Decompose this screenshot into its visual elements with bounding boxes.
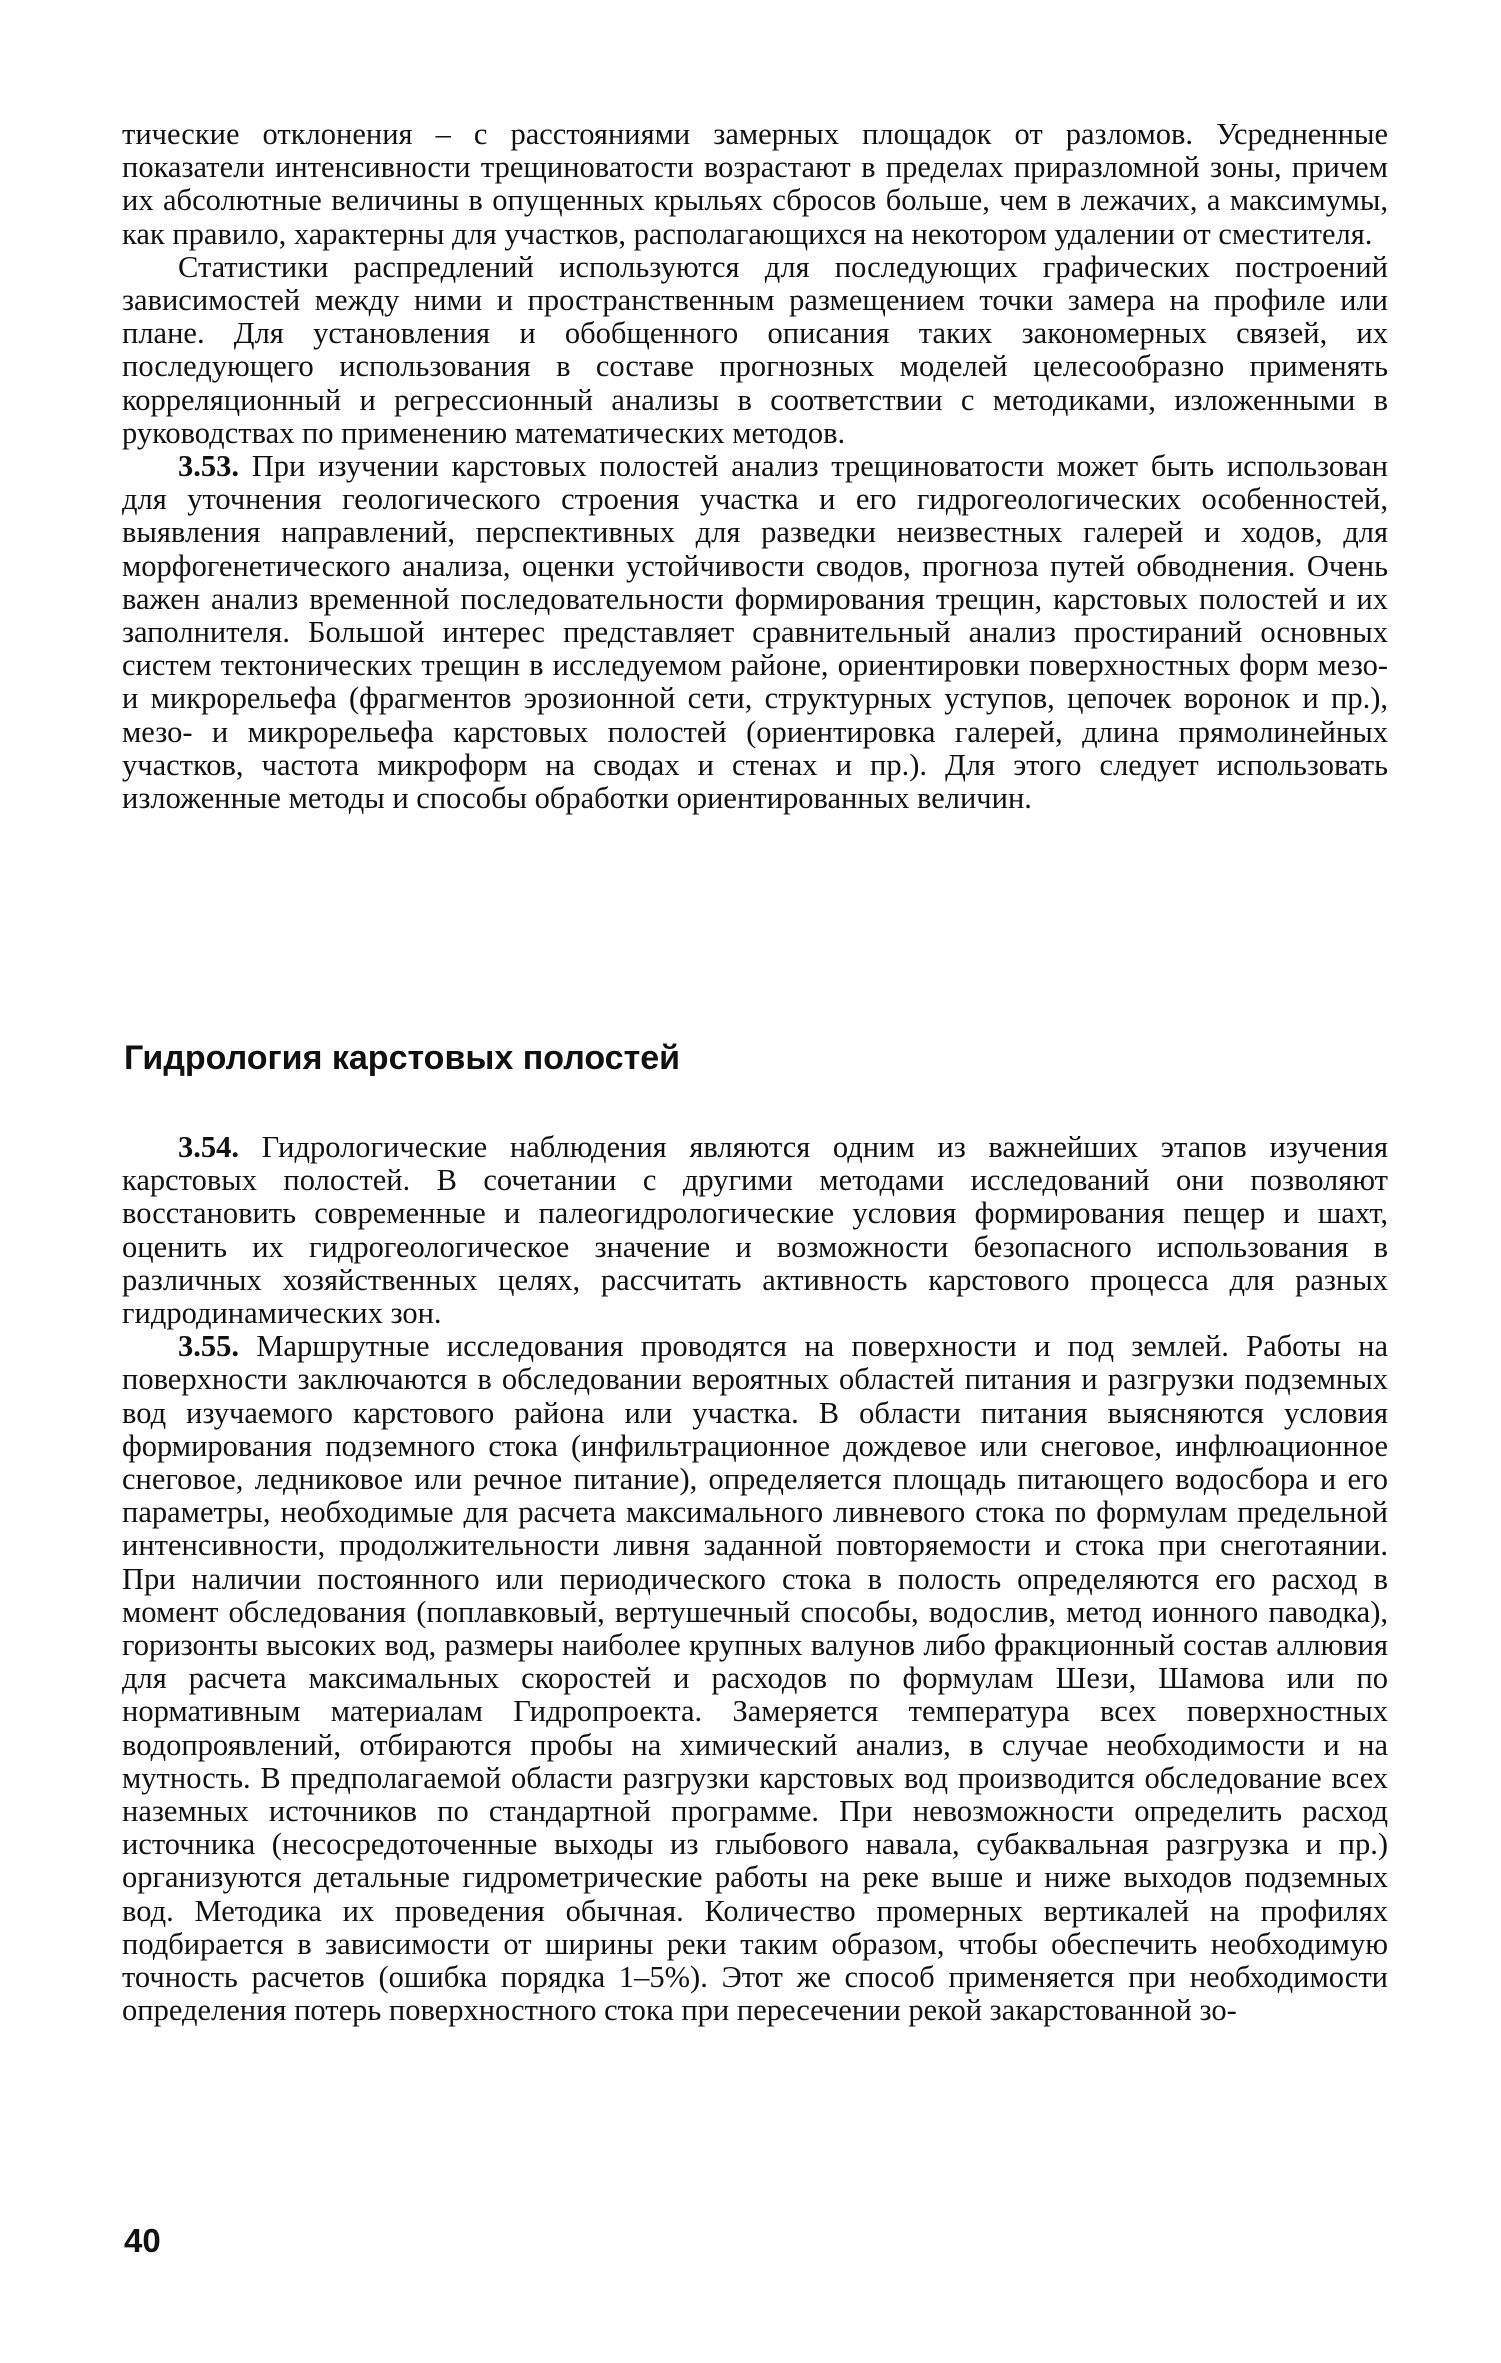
- continuation-paragraph: тические отклонения – с расстояниями замерных площадок от разломов. Усредненные показатели интенсивности трещиноватости возрастают в пределах приразломной зоны, причем их абсолютные величины в опущенных крыльях сбросов больше, чем в лежачих, а максимумы, как правило, характерны для участков, располагающихся на некотором удалении от сместителя.: [122, 117, 1388, 251]
- bottom-text-block: [122, 1131, 1388, 2027]
- paragraph-number-3-54: 3.54.: [178, 1130, 239, 1164]
- top-text-block: [122, 118, 1388, 815]
- paragraph-3-53-text: При изучении карстовых полостей анализ трещиноватости может быть использован для уточнения геологического строения участка и его гидрогеологических особенностей, выявления направлений, перспективных для разведки неизвестных галерей и ходов, для морфогенетического анализа, оценки устойчивости сводов, прогноза путей обводнения. Очень важен анализ временной последовательности формирования трещин, карстовых полостей и их заполнителя. Большой интерес представляет сравнительный анализ простираний основных систем тектонических трещин в исследуемом районе, ориентировки поверхностных форм мезо- и микрорельефа (фрагментов эрозионной сети, структурных уступов, цепочек воронок и пр.), мезо- и микрорельефа карстовых полостей (ориентировка галерей, длина прямолинейных участков, частота микроформ на сводах и стенах и пр.). Для этого следует использовать изложенные методы и способы обработки ориентированных величин.: [122, 449, 1388, 816]
- paragraph-number-3-55: 3.55.: [178, 1329, 239, 1364]
- paragraph-3-53: [122, 450, 1388, 815]
- paragraph-3-54: [122, 1131, 1388, 1330]
- page-number: 40: [124, 2222, 161, 2259]
- paragraph-3-55-text: Маршрутные исследования проводятся на поверхности и под землей. Работы на поверхности заключаются в обследовании вероятных областей питания и разгрузки подземных вод изучаемого карстового района или участка. В области питания выясняются условия формирования подземного стока (инфильтрационное дождевое или снеговое, инфлюационное снеговое, ледниковое или речное питание), определяется площадь питающего водосбора и его параметры, необходимые для расчета максимального ливневого стока по формулам предельной интенсивности, продолжительности ливня заданной повторяемости и стока при снеготаянии. При наличии постоянного или периодического стока в полость определяются его расход в момент обследования (поплавковый, вертушечный способы, водослив, метод ионного паводка), горизонты высоких вод, размеры наиболее крупных валунов либо фракционный состав аллювия для расчета максимальных скоростей и расходов по формулам Шези, Шамова или по нормативным материалам Гидропроекта. Замеряется температура всех поверхностных водопроявлений, отбираются пробы на химический анализ, в случае необходимости и на мутность. В предполагаемой области разгрузки карстовых вод производится обследование всех наземных источников по стандартной программе. При невозможности определить расход источника (несосредоточенные выходы из глыбового навала, субаквальная разгрузка и пр.) организуются детальные гидрометрические работы на реке выше и ниже выходов подземных вод. Методика их проведения обычная. Количество промерных вертикалей на профилях подбирается в зависимости от ширины реки таким образом, чтобы обеспечить необходимую точность расчетов (ошибка порядка 1–5%). Этот же способ применяется при необходимости определения потерь поверхностного стока при пересечении рекой закарстованной зо-: [122, 1329, 1388, 2028]
- paragraph-number-3-53: 3.53.: [178, 449, 239, 484]
- section-heading: Гидрология карстовых полостей: [124, 1039, 681, 1077]
- paragraph-3-54-text: Гидрологические наблюдения являются одним из важнейших этапов изучения карстовых полостей. В сочетании с другими методами исследований они позволяют восстановить современные и палеогидрологические условия формирования пещер и шахт, оценить их гидрогеологическое значение и возможности безопасного использования в различных хозяйственных целях, рассчитать активность карстового процесса для разных гидродинамических зон.: [122, 1130, 1389, 1331]
- statistics-paragraph: Статистики распредлений используются для последующих графических построений зависимостей между ними и пространственным размещением точки замера на профиле или плане. Для установления и обобщенного описания таких закономерных связей, их последующего использования в составе прогнозных моделей целесообразно применять корреляционный и регрессионный анализы в соответствии с методиками, изложенными в руководствах по применению математических методов.: [122, 249, 1388, 450]
- paragraph-3-55: [122, 1330, 1388, 2027]
